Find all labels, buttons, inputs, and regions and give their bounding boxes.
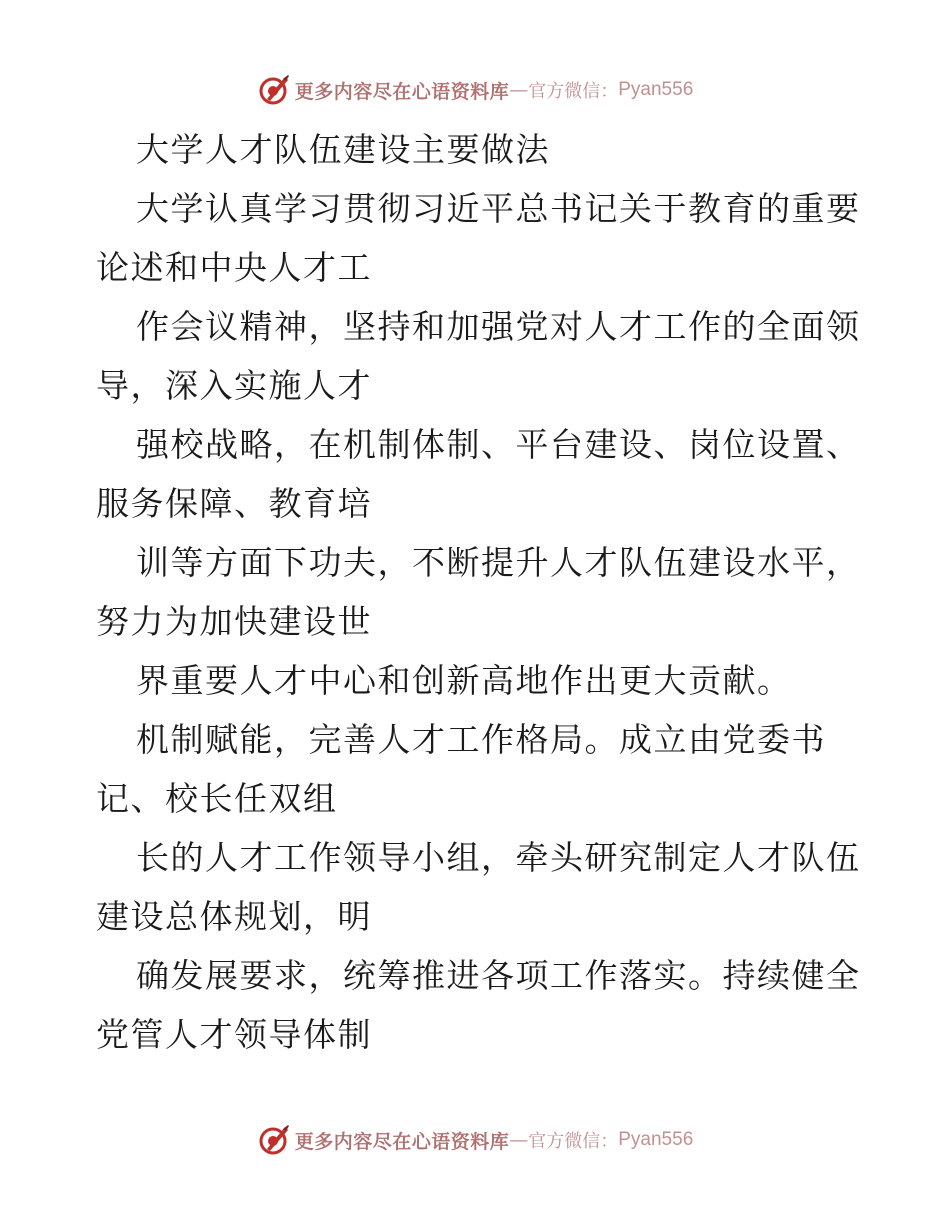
paragraph-line: 导，深入实施人才 <box>96 366 372 405</box>
paragraph-line: 界重要人才中心和创新高地作出更大贡献。 <box>136 661 792 700</box>
paragraph-line: 作会议精神，坚持和加强党对人才工作的全面领 <box>136 307 861 346</box>
paragraph-line: 论述和中央人才工 <box>96 248 372 287</box>
paragraph-line: 确发展要求，统筹推进各项工作落实。持续健全 <box>136 956 861 995</box>
paragraph-line: 强校战略，在机制体制、平台建设、岗位设置、 <box>136 425 861 464</box>
paragraph-line: 服务保障、教育培 <box>96 484 372 523</box>
header-wechat-label: 官方微信： <box>528 81 619 102</box>
header-wechat-id: Pyan556 <box>618 79 694 100</box>
footer-wechat-label: 官方微信： <box>528 1131 619 1152</box>
header-banner-separator: — <box>509 79 529 101</box>
header-banner-text: 更多内容尽在心语资料库 <box>294 80 510 103</box>
header-banner <box>0 70 950 110</box>
paragraph-line: 训等方面下功夫，不断提升人才队伍建设水平， <box>136 543 861 582</box>
footer-banner-text: 更多内容尽在心语资料库 <box>294 1130 510 1153</box>
paragraph-line: 大学认真学习贯彻习近平总书记关于教育的重要 <box>136 189 861 228</box>
paragraph-line: 记、校长任双组 <box>96 779 338 818</box>
footer-banner-separator: — <box>509 1129 529 1151</box>
quill-logo-icon <box>257 73 291 107</box>
paragraph-line: 党管人才领导体制 <box>96 1015 372 1054</box>
paragraph-line: 长的人才工作领导小组，牵头研究制定人才队伍 <box>136 838 861 877</box>
document-body <box>96 120 861 1064</box>
footer-banner <box>0 1120 950 1160</box>
quill-logo-icon <box>257 1123 291 1157</box>
paragraph-line: 努力为加快建设世 <box>96 602 372 641</box>
paragraph-line: 机制赋能，完善人才工作格局。成立由党委书 <box>136 720 826 759</box>
footer-wechat-id: Pyan556 <box>618 1129 694 1150</box>
document-title: 大学人才队伍建设主要做法 <box>136 130 550 169</box>
paragraph-line: 建设总体规划，明 <box>96 897 372 936</box>
